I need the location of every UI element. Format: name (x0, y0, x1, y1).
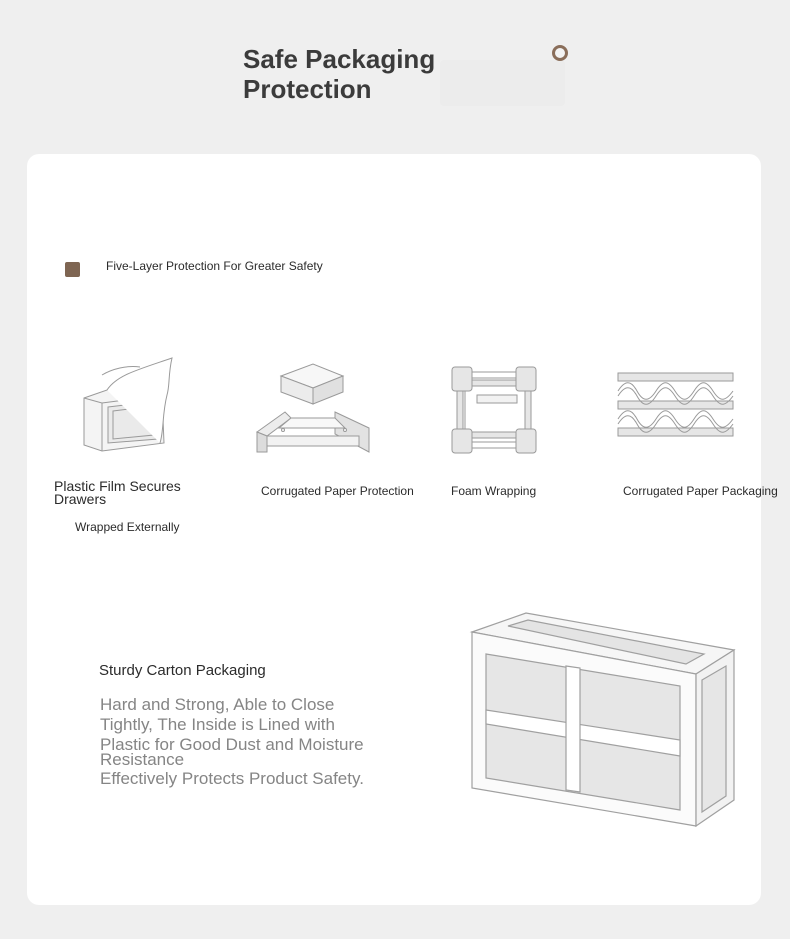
carton-desc-line: Tightly, The Inside is Lined with (100, 715, 335, 734)
carton-desc-line: Effectively Protects Product Safety. (100, 769, 364, 788)
feature-label-corrugated-packaging: Corrugated Paper Packaging (623, 484, 778, 498)
corner-protector-icon (255, 362, 371, 456)
carton-title: Sturdy Carton Packaging (99, 662, 266, 679)
bullet-square-icon (65, 262, 80, 277)
feature-label-foam-wrapping: Foam Wrapping (451, 484, 537, 498)
feature-caption-plastic-film: Wrapped Externally (75, 520, 180, 534)
corrugated-layers-icon (617, 372, 735, 440)
carton-desc-line: Resistance (100, 750, 185, 769)
carton-box-icon (468, 610, 738, 832)
feature-label-plastic-film-line2: Drawers (54, 491, 107, 507)
foam-frame-icon (451, 366, 539, 456)
section-subtitle: Five-Layer Protection For Greater Safety (106, 259, 323, 273)
title-decoration-shadow (440, 60, 565, 106)
page-title: Safe Packaging Protection (243, 44, 436, 104)
ring-decoration-icon (552, 45, 568, 61)
carton-desc-line: Plastic for Good Dust and Moisture (100, 735, 364, 754)
feature-label-plastic-film-line1: Plastic Film Secures (54, 478, 181, 494)
feature-label-corrugated-protection: Corrugated Paper Protection (261, 484, 414, 498)
plastic-film-icon (82, 355, 177, 455)
carton-desc-line: Hard and Strong, Able to Close (100, 695, 335, 714)
